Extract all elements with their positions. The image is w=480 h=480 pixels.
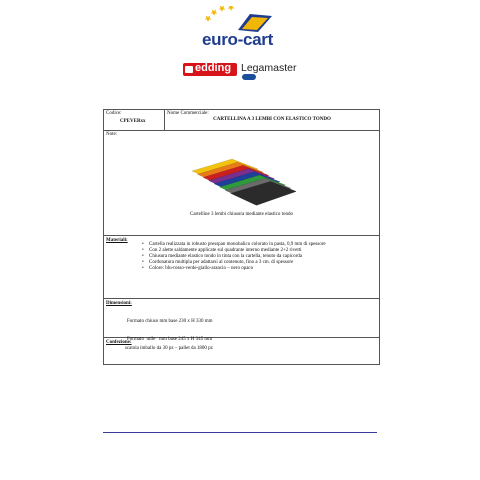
eurocart-stars-icon xyxy=(205,6,235,22)
header-row xyxy=(104,110,379,131)
edding-logo xyxy=(183,63,237,76)
packaging-title: Confezione: xyxy=(106,340,132,345)
materials-title: Materiali: xyxy=(106,238,128,243)
legamaster-pill-icon xyxy=(242,74,256,80)
code-cell xyxy=(104,110,165,130)
footer-divider xyxy=(103,432,377,433)
packaging-section xyxy=(104,338,379,364)
note-label: Note: xyxy=(106,132,118,137)
dimension-usable: Formato utile mm base 245 x H 345 mm xyxy=(127,337,213,342)
legamaster-wordmark: Legamaster xyxy=(241,62,297,74)
materials-section xyxy=(104,236,379,299)
product-sheet xyxy=(103,109,380,365)
edding-mark-icon xyxy=(185,66,193,73)
note-row xyxy=(104,131,379,236)
name-label: Nome Commerciale: xyxy=(167,111,209,116)
materials-list xyxy=(144,242,326,272)
list-item: • Cordonatura multipla per adattarsi al contenuto, fino a 3 cm. di spessore xyxy=(144,260,326,266)
eurocart-logo xyxy=(198,6,282,52)
list-item: • Colore: blu-rosso-verde-giallo-arancio – nero opaco xyxy=(144,266,326,272)
eurocart-wordmark: euro-cart xyxy=(202,30,273,49)
code-label: Codice: xyxy=(106,111,122,116)
list-item: • Con 2 alette saldamente applicate sul quadrante interno mediante 2+2 rivetti xyxy=(144,248,326,254)
legamaster-logo xyxy=(241,62,303,86)
edding-wordmark: edding xyxy=(195,62,232,74)
packaging-value: scatola imballo da 30 pz – pallet da 1800 pz xyxy=(125,346,213,351)
list-item: • Chiusura mediante elastico tondo in tinta con la cartella, tenuto da capicorda xyxy=(144,254,326,260)
dimension-closed: Formato chiuso mm base 230 x H 330 mm xyxy=(127,319,213,324)
product-name: CARTELLINA A 3 LEMBI CON ELASTICO TONDO xyxy=(213,117,331,122)
name-cell xyxy=(165,110,379,130)
list-item: • Cartella realizzata in robusto presspan monobalico colorato in pasta, 0,9 mm di spessore xyxy=(144,242,326,248)
dimensions-title: Dimensioni: xyxy=(106,301,132,306)
dimensions-section xyxy=(104,299,379,342)
partner-logos xyxy=(183,61,303,79)
folders-image xyxy=(186,155,296,211)
image-caption: Cartelline 3 lembi chiusura mediante elastico tondo xyxy=(189,212,294,217)
code-value: CPEVERxx xyxy=(120,119,146,124)
